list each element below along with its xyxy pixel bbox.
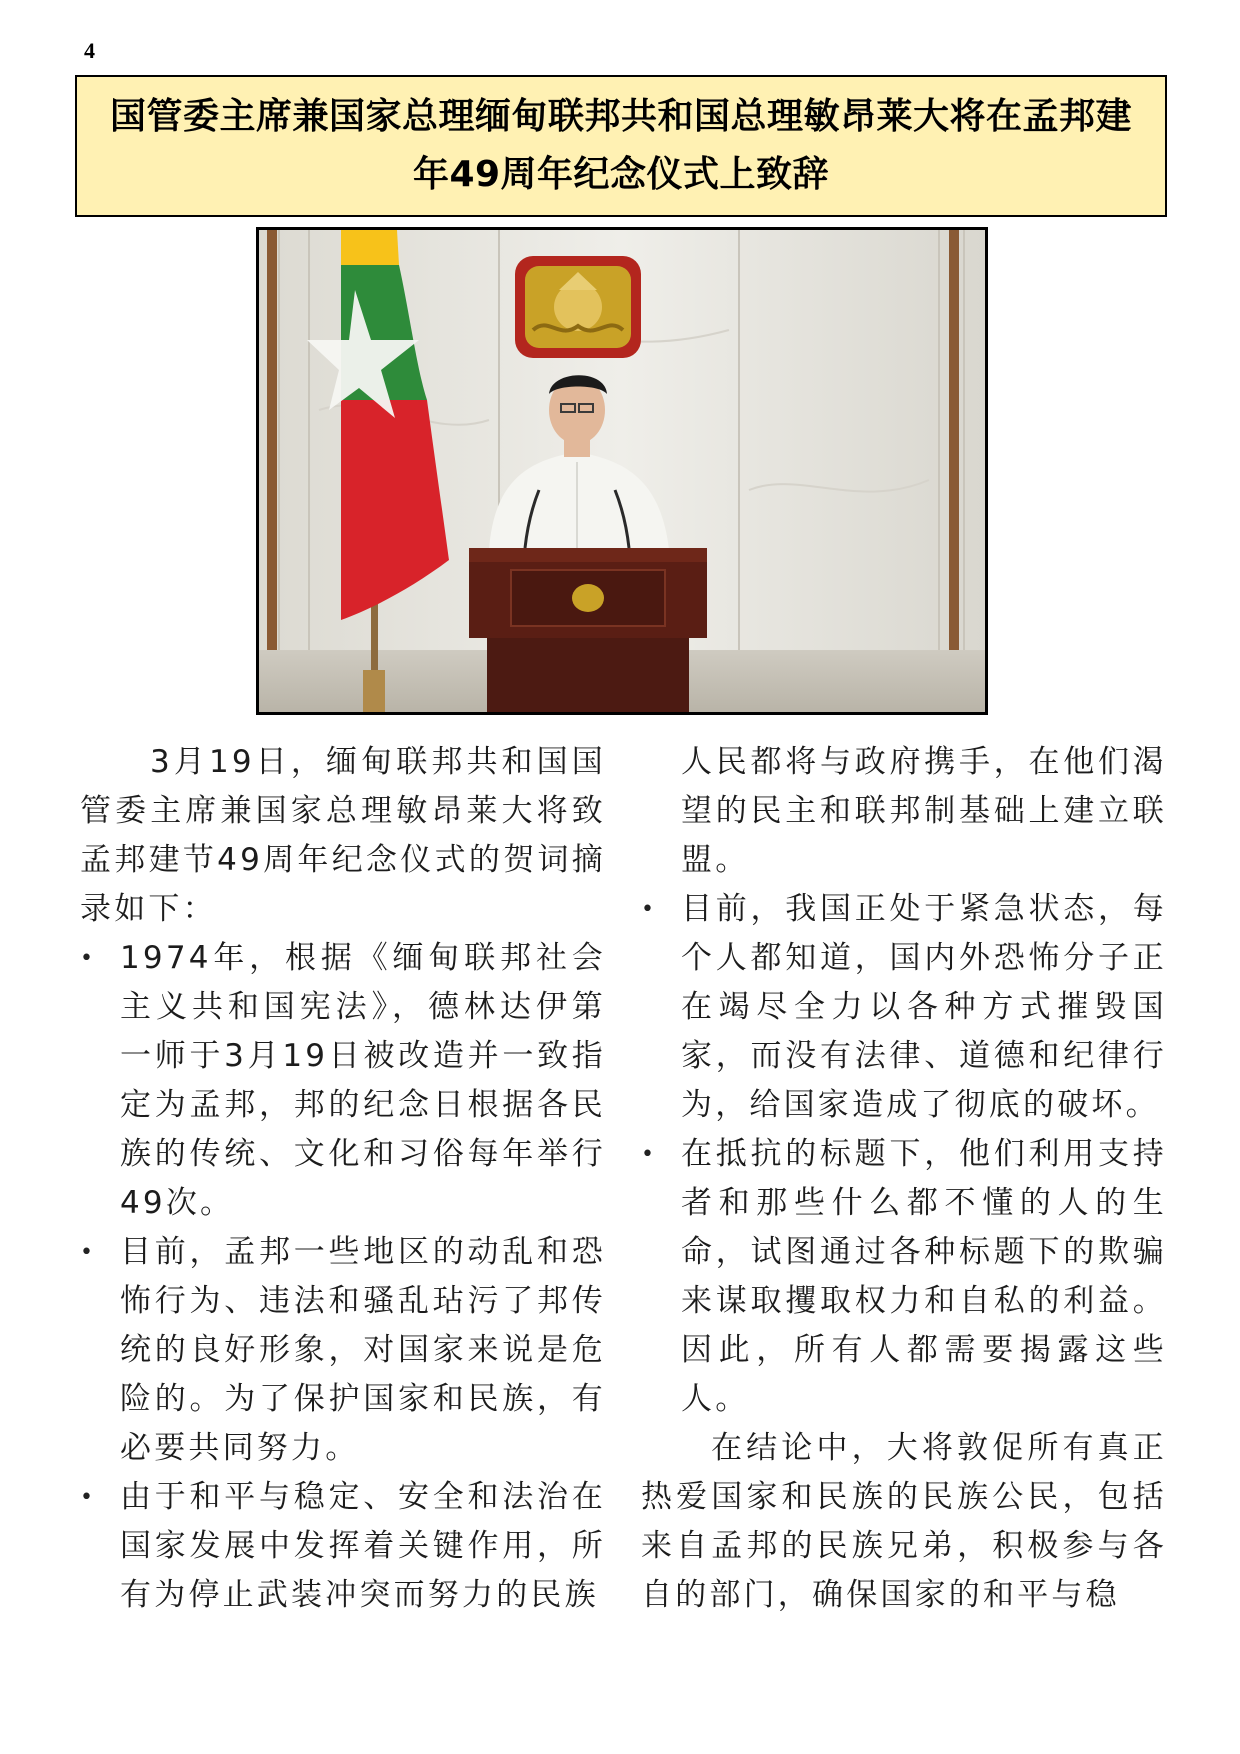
- page-number: 4: [84, 38, 95, 63]
- article-column-right: [641, 738, 1167, 1620]
- bullet-item: • 1974年，根据《缅甸联邦社会主义共和国宪法》，德林达伊第一师于3月19日被改造并一致指定为孟邦，邦的纪念日根据各民族的传统、文化和习俗每年举行49次。: [80, 934, 606, 1228]
- bullet-item: • 目前，孟邦一些地区的动乱和恐怖行为、违法和骚乱玷污了邦传统的良好形象，对国家来说是危险的。为了保护国家和民族，有必要共同努力。: [80, 1228, 606, 1473]
- bullet-list-left: [80, 934, 606, 1620]
- bullet-item: • 由于和平与稳定、安全和法治在国家发展中发挥着关键作用，所有为停止武装冲突而努力的民族: [80, 1473, 606, 1620]
- right-trim: [949, 230, 959, 712]
- podium: [469, 548, 707, 712]
- left-trim: [267, 230, 277, 712]
- bullet-continuation: 人民都将与政府携手，在他们渴望的民主和联邦制基础上建立联盟。: [681, 744, 1167, 878]
- bullet-list-right: [641, 738, 1167, 1424]
- news-photo: [256, 227, 988, 715]
- headline: 国管委主席兼国家总理缅甸联邦共和国总理敏昂莱大将在孟邦建年49周年纪念仪式上致辞: [109, 96, 1132, 195]
- flag-stand: [363, 670, 385, 712]
- state-emblem: [515, 256, 641, 358]
- headline-box: [75, 75, 1167, 217]
- article-conclusion: 在结论中，大将敦促所有真正热爱国家和民族的民族公民，包括来自孟邦的民族兄弟，积极参与各自的部门，确保国家的和平与稳: [641, 1430, 1167, 1613]
- bullet-item: • 在抵抗的标题下，他们利用支持者和那些什么都不懂的人的生命，试图通过各种标题下的欺骗来谋取攫取权力和自私的利益。因此，所有人都需要揭露这些人。: [641, 1130, 1167, 1424]
- article-column-left: [80, 738, 606, 1620]
- article-intro: 3月19日，缅甸联邦共和国国管委主席兼国家总理敏昂莱大将致孟邦建节49周年纪念仪式的贺词摘录如下：: [80, 744, 606, 927]
- photo-illustration: [259, 230, 985, 712]
- bullet-item: • 目前，我国正处于紧急状态，每个人都知道，国内外恐怖分子正在竭尽全力以各种方式摧毁国家，而没有法律、道德和纪律行为，给国家造成了彻底的破坏。: [641, 885, 1167, 1130]
